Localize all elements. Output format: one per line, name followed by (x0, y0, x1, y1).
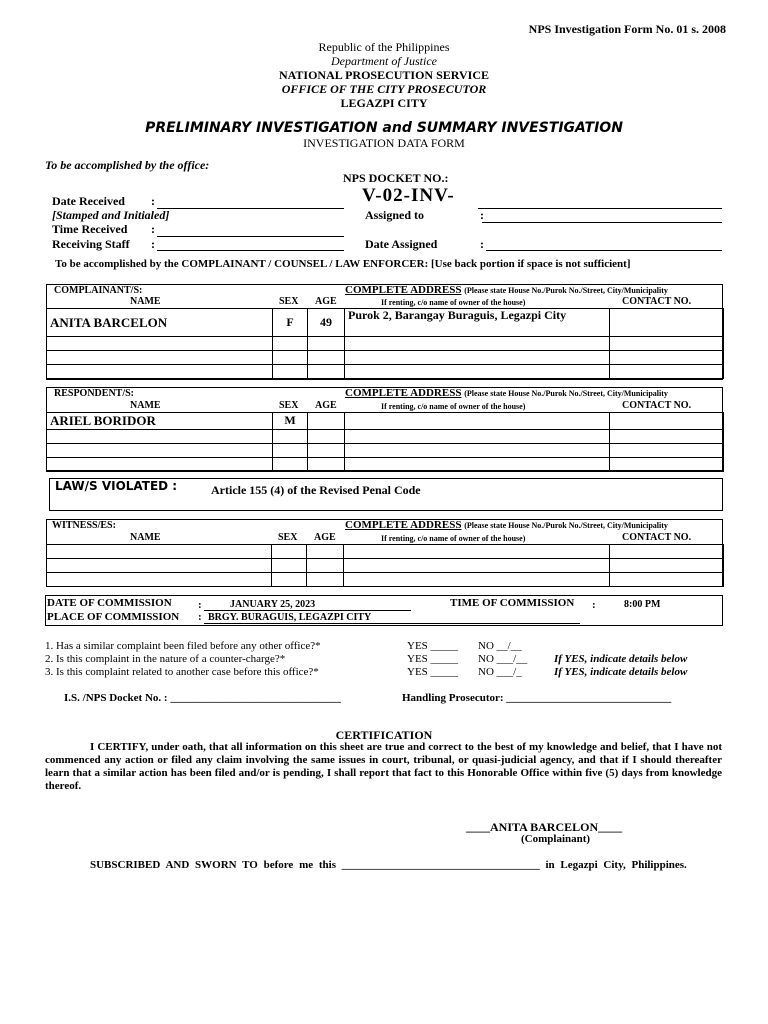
cell[interactable] (610, 545, 724, 559)
cell[interactable] (273, 444, 308, 458)
date-received-label: Date Received (52, 194, 125, 208)
form-subtitle: INVESTIGATION DATA FORM (303, 136, 465, 150)
age-header: AGE (315, 400, 337, 411)
cell[interactable] (307, 545, 344, 559)
cell[interactable] (308, 337, 345, 351)
colon: : (151, 222, 155, 236)
date-assigned-label: Date Assigned (365, 237, 438, 251)
cell[interactable] (610, 351, 724, 365)
cell[interactable] (273, 365, 308, 379)
cell[interactable] (273, 351, 308, 365)
cell[interactable] (610, 559, 724, 573)
colon: : (592, 599, 596, 611)
address-header: COMPLETE ADDRESS (345, 519, 462, 531)
table-row (47, 351, 724, 365)
department-line: Department of Justice (331, 54, 437, 68)
colon: : (151, 194, 155, 208)
cell[interactable] (610, 458, 724, 472)
address-header: COMPLETE ADDRESS (345, 284, 462, 296)
colon: : (151, 237, 155, 251)
certification-title: CERTIFICATION (335, 728, 433, 742)
is-docket-field[interactable]: I.S. /NPS Docket No. : _______________________________ (64, 692, 341, 704)
address-note: (Please state House No./Purok No./Street, City/Municipality (464, 389, 668, 398)
renting-note: If renting, c/o name of owner of the house) (381, 298, 526, 307)
sworn-statement: SUBSCRIBED AND SWORN TO before me this ____________________________________ in Legazpi City, Philippines. (90, 859, 687, 871)
time-commission-label: TIME OF COMMISSION (450, 597, 575, 609)
form-title: PRELIMINARY INVESTIGATION and SUMMARY INVESTIGATION (145, 120, 623, 136)
renting-note: If renting, c/o name of owner of the house) (381, 402, 526, 411)
letterhead (0, 40, 768, 110)
colon: : (480, 208, 484, 222)
cell[interactable] (345, 430, 610, 444)
docket-field[interactable] (478, 208, 722, 209)
question-2-yes[interactable]: YES _____ (407, 653, 459, 665)
table-row (47, 458, 724, 472)
cell[interactable] (610, 430, 724, 444)
respondent-address[interactable] (345, 413, 610, 430)
cell[interactable] (345, 458, 610, 472)
cell[interactable] (273, 430, 308, 444)
date-received-field[interactable] (157, 208, 344, 209)
cell[interactable] (47, 430, 273, 444)
signer-role: (Complainant) (521, 833, 591, 845)
docket-label: NPS DOCKET NO.: (343, 171, 449, 185)
cell[interactable] (272, 559, 307, 573)
date-commission-line (204, 610, 411, 611)
cell[interactable] (47, 545, 272, 559)
cell[interactable] (47, 365, 273, 379)
respondent-age[interactable] (308, 413, 345, 430)
laws-value[interactable]: Article 155 (4) of the Revised Penal Code (211, 483, 421, 497)
respondent-name[interactable]: ARIEL BORIDOR (47, 413, 273, 430)
complainant-sex[interactable]: F (273, 309, 308, 337)
cell[interactable] (308, 351, 345, 365)
cell[interactable] (47, 337, 273, 351)
contact-header: CONTACT NO. (622, 400, 692, 411)
cell[interactable] (344, 573, 610, 587)
sex-header: SEX (278, 532, 298, 543)
respondent-sex[interactable]: M (273, 413, 308, 430)
cell[interactable] (610, 444, 724, 458)
table-row (47, 559, 724, 573)
complainant-age[interactable]: 49 (308, 309, 345, 337)
complainant-address[interactable]: Purok 2, Barangay Buraguis, Legazpi City (345, 309, 610, 337)
cell[interactable] (610, 573, 724, 587)
assigned-to-field[interactable] (482, 222, 722, 223)
table-row (47, 444, 724, 458)
address-note: (Please state House No./Purok No./Street, City/Municipality (464, 286, 668, 295)
cell[interactable] (47, 444, 273, 458)
address-note: (Please state House No./Purok No./Street, City/Municipality (464, 521, 668, 530)
office-intro: To be accomplished by the office: (45, 158, 210, 172)
complainant-name[interactable]: ANITA BARCELON (47, 309, 273, 337)
cell[interactable] (47, 458, 273, 472)
witness-label: WITNESS/ES: (52, 520, 116, 531)
cell[interactable] (47, 573, 272, 587)
table-row (47, 365, 724, 379)
time-received-label: Time Received (52, 222, 128, 236)
date-assigned-field[interactable] (486, 250, 722, 251)
colon: : (480, 237, 484, 251)
cell[interactable] (307, 559, 344, 573)
cell[interactable] (610, 337, 724, 351)
question-3-note: If YES, indicate details below (554, 666, 688, 678)
cell[interactable] (308, 365, 345, 379)
question-2: 2. Is this complaint in the nature of a counter-charge?* (45, 653, 286, 665)
cell[interactable] (47, 351, 273, 365)
complainant-contact[interactable] (610, 309, 724, 337)
receiving-staff-label: Receiving Staff (52, 237, 130, 251)
place-commission-value[interactable]: BRGY. BURAGUIS, LEGAZPI CITY (208, 612, 372, 623)
time-received-field[interactable] (157, 236, 344, 237)
complainant-rows (46, 308, 724, 379)
place-commission-line (204, 623, 580, 624)
form-number: NPS Investigation Form No. 01 s. 2008 (528, 22, 726, 36)
colon: : (198, 599, 202, 611)
respondent-contact[interactable] (610, 413, 724, 430)
complainant-instruction: To be accomplished by the COMPLAINANT / COUNSEL / LAW ENFORCER: [Use back portion if space is not sufficient] (55, 258, 631, 270)
certification-body: I CERTIFY, under oath, that all information on this sheet are true and correct to the best of my knowledge and belief, that I have not commenced any action or filed any claim involving the same issues in court, tribunal, or quasi-judicial agency, and that if I should thereafter learn that a similar action has been filed and/or is pending, I shall report that fact to this Honorable Office within five (5) days from knowledge thereof. (45, 741, 722, 792)
age-header: AGE (315, 296, 337, 307)
cell[interactable] (307, 573, 344, 587)
complainant-label: COMPLAINANT/S: (54, 285, 143, 296)
name-header: NAME (130, 296, 161, 307)
date-commission-value[interactable]: JANUARY 25, 2023 (230, 599, 316, 610)
cell[interactable] (272, 545, 307, 559)
table-row (47, 545, 724, 559)
cell[interactable] (345, 337, 610, 351)
question-3-no[interactable]: NO ___/_ (478, 666, 522, 678)
cell[interactable] (47, 559, 272, 573)
place-commission-label: PLACE OF COMMISSION (47, 611, 180, 623)
table-row (47, 337, 724, 351)
table-row (47, 430, 724, 444)
sex-header: SEX (279, 400, 299, 411)
contact-header: CONTACT NO. (622, 532, 692, 543)
republic-line: Republic of the Philippines (318, 40, 450, 54)
cell[interactable] (272, 573, 307, 587)
name-header: NAME (130, 400, 161, 411)
question-3-yes[interactable]: YES _____ (407, 666, 459, 678)
cell[interactable] (345, 365, 610, 379)
office-line: OFFICE OF THE CITY PROSECUTOR (281, 82, 487, 96)
docket-value: V-02-INV- (362, 185, 455, 206)
cell[interactable] (344, 545, 610, 559)
contact-header: CONTACT NO. (622, 296, 692, 307)
cell[interactable] (308, 444, 345, 458)
cell[interactable] (345, 351, 610, 365)
question-1-yes[interactable]: YES _____ (407, 640, 459, 652)
receiving-staff-field[interactable] (157, 250, 344, 251)
date-commission-label: DATE OF COMMISSION (47, 597, 172, 609)
address-header: COMPLETE ADDRESS (345, 387, 462, 399)
cell[interactable] (308, 458, 345, 472)
table-row (47, 413, 724, 430)
cell[interactable] (344, 559, 610, 573)
city-line: LEGAZPI CITY (340, 96, 428, 110)
cell[interactable] (345, 444, 610, 458)
renting-note: If renting, c/o name of owner of the house) (381, 534, 526, 543)
respondent-rows (46, 412, 724, 472)
cell[interactable] (273, 337, 308, 351)
question-1-no[interactable]: NO __/__ (478, 640, 522, 652)
handling-prosecutor-field[interactable]: Handling Prosecutor: ______________________________ (402, 692, 672, 704)
question-2-note: If YES, indicate details below (554, 653, 688, 665)
table-row (47, 573, 724, 587)
time-commission-value[interactable]: 8:00 PM (624, 599, 661, 610)
name-header: NAME (130, 532, 161, 543)
cell[interactable] (308, 430, 345, 444)
cell[interactable] (610, 365, 724, 379)
signer-name[interactable]: ____ANITA BARCELON____ (466, 820, 623, 834)
age-header: AGE (314, 532, 336, 543)
table-row (47, 309, 724, 337)
stamped-note: [Stamped and Initialed] (52, 208, 170, 222)
cell[interactable] (273, 458, 308, 472)
laws-label: LAW/S VIOLATED : (55, 479, 178, 493)
service-line: NATIONAL PROSECUTION SERVICE (278, 68, 490, 82)
question-2-no[interactable]: NO ___/__ (478, 653, 528, 665)
respondent-label: RESPONDENT/S: (54, 388, 135, 399)
question-1: 1. Has a similar complaint been filed before any other office?* (45, 640, 321, 652)
assigned-to-label: Assigned to (365, 208, 425, 222)
colon: : (198, 611, 202, 623)
question-3: 3. Is this complaint related to another case before this office?* (45, 666, 319, 678)
witness-rows (46, 544, 724, 587)
sex-header: SEX (279, 296, 299, 307)
